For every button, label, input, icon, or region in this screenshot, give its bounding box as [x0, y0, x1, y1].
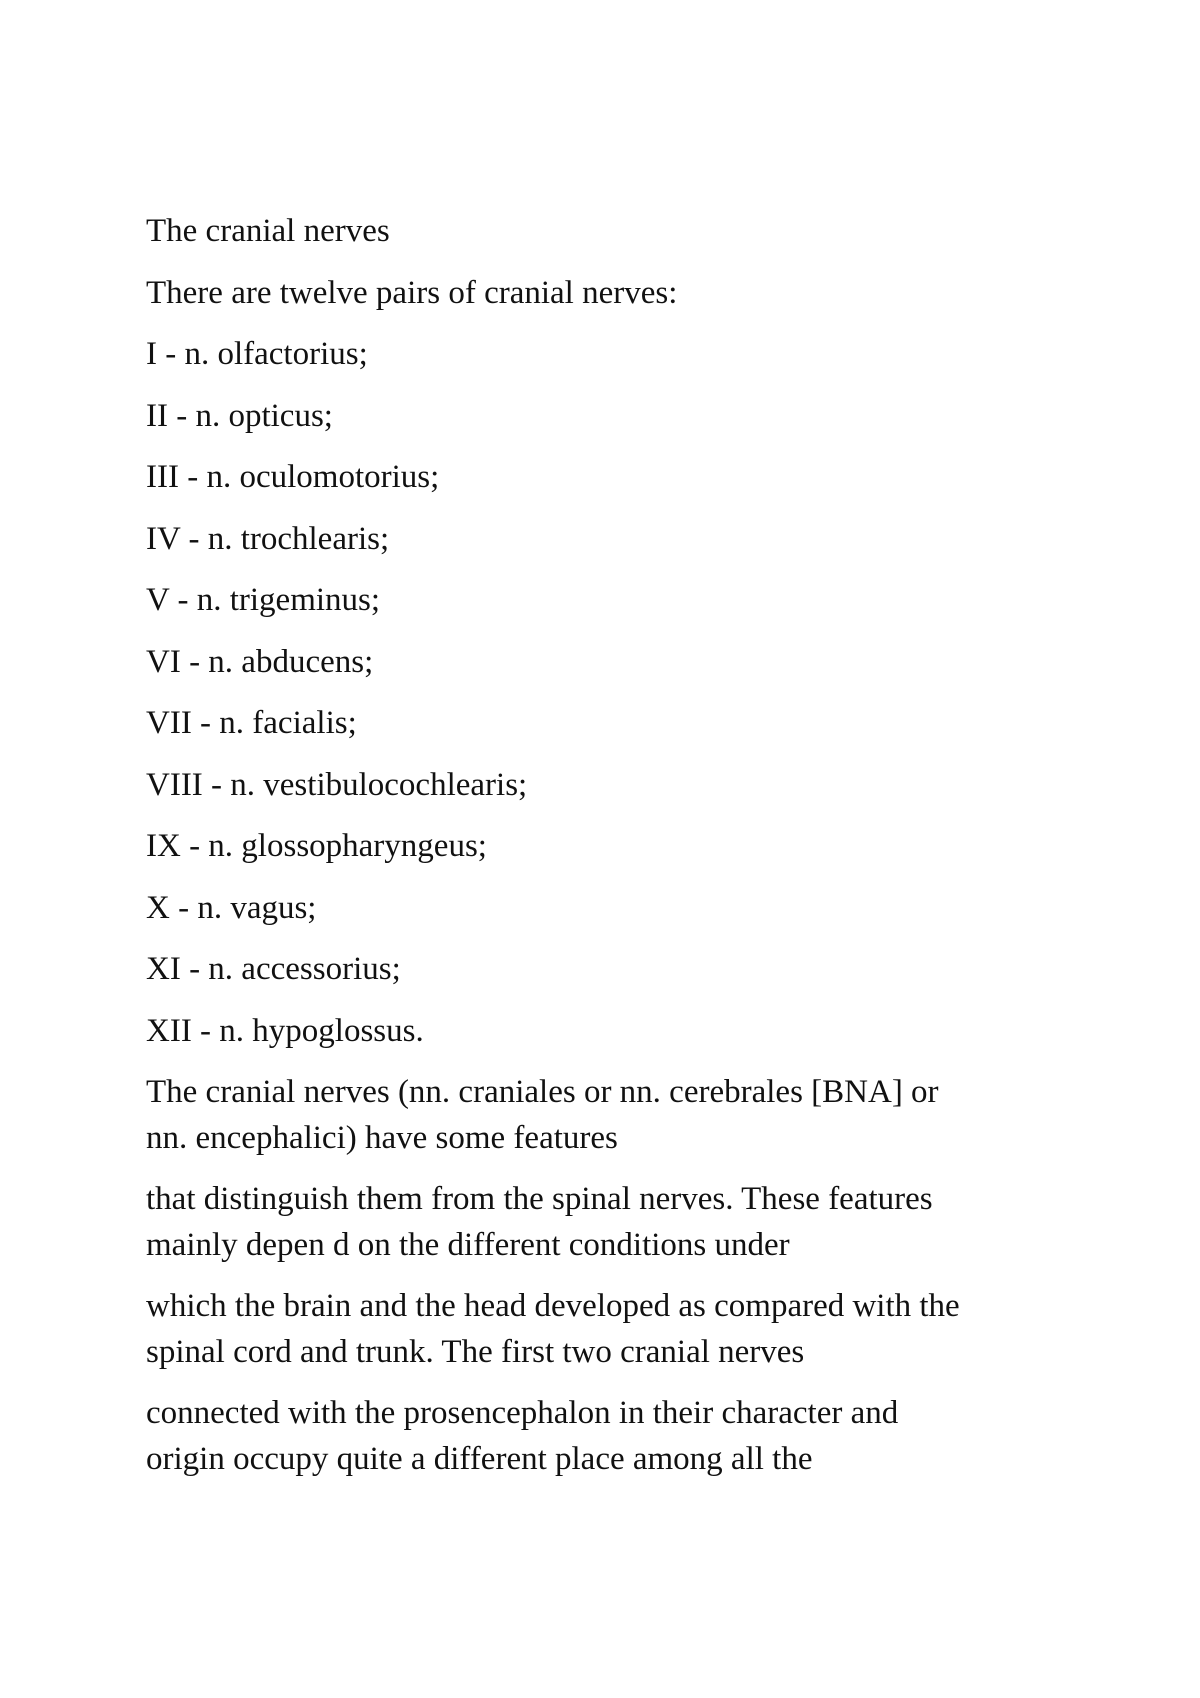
paragraph-line: spinal cord and trunk. The first two cranial nerves [146, 1334, 805, 1370]
nerve-list-item: XI - n. accessorius; [146, 951, 401, 987]
nerve-list-item: V - n. trigeminus; [146, 582, 381, 618]
paragraph [146, 1176, 1086, 1268]
nerve-list-item: VI - n. abducens; [146, 643, 374, 680]
paragraph [146, 1283, 1086, 1375]
nerve-list-item: X - n. vagus; [146, 889, 317, 926]
paragraph [146, 1069, 1086, 1161]
nerve-list-item: II - n. opticus; [146, 397, 333, 434]
intro-text: There are twelve pairs of cranial nerves: [146, 274, 678, 311]
document-title: The cranial nerves [146, 213, 390, 249]
paragraph-line: origin occupy quite a different place among all the [146, 1441, 813, 1477]
nerve-list-item: IX - n. glossopharyngeus; [146, 828, 487, 864]
nerve-list-item: VII - n. facialis; [146, 705, 357, 741]
nerve-list-item: VIII - n. vestibulocochlearis; [146, 766, 528, 803]
paragraph-line: mainly depen d on the different conditions under [146, 1227, 790, 1263]
nerve-list-item: III - n. oculomotorius; [146, 459, 440, 495]
document-body [146, 208, 1086, 1497]
paragraph-line: connected with the prosencephalon in their character and [146, 1395, 899, 1431]
paragraph-line: nn. encephalici) have some features [146, 1120, 618, 1156]
paragraph [146, 1390, 1086, 1482]
nerve-list-item: XII - n. hypoglossus. [146, 1012, 424, 1049]
nerve-list-item: IV - n. trochlearis; [146, 520, 390, 557]
paragraph-line: that distinguish them from the spinal nerves. These features [146, 1181, 933, 1217]
paragraph-line: which the brain and the head developed as compared with the [146, 1288, 960, 1324]
nerve-list-item: I - n. olfactorius; [146, 336, 368, 372]
paragraph-line: The cranial nerves (nn. craniales or nn. cerebrales [BNA] or [146, 1074, 939, 1110]
